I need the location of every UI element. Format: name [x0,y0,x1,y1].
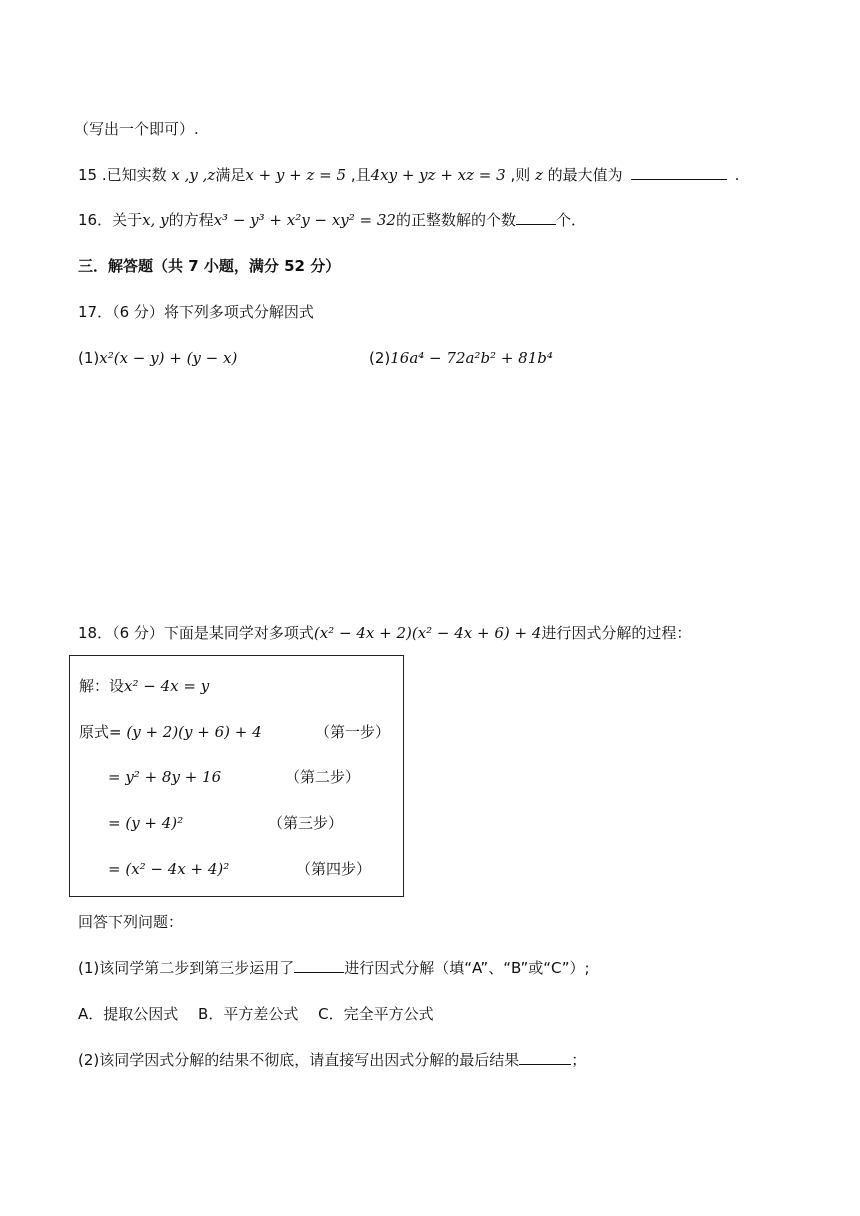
question-18: 18．（6 分）下面是某同学对多项式(x² − 4x + 2)(x² − 4x + 6) + 4进行因式分解的过程： [78,624,692,642]
solution-line-5: = (x² − 4x + 4)² [108,860,230,878]
solution-line-2: 原式= (y + 2)(y + 6) + 4 [79,723,262,741]
answer-blank-18-2[interactable] [519,1050,571,1065]
solution-line-4: = (y + 4)² [108,814,184,832]
answer-blank-15[interactable] [631,165,727,180]
section-heading-3: 三．解答题（共 7 小题，满分 52 分） [78,257,341,275]
question-17-part-1: (1)x²(x − y) + (y − x) [78,349,238,367]
solution-line-1: 解：设x² − 4x = y [79,677,210,695]
solution-step-4-label: （第四步） [296,860,372,878]
solution-line-3: = y² + 8y + 16 [108,768,222,786]
solution-step-3-label: （第三步） [268,814,344,832]
solution-step-1-label: （第一步） [315,723,391,741]
solution-step-2-label: （第二步） [285,768,361,786]
solution-box [69,655,404,897]
answer-intro: 回答下列问题： [78,913,184,931]
note-line: （写出一个即可）. [74,120,199,138]
question-18-part-1: (1)该同学第二步到第三步运用了 进行因式分解（填“A”、“B”或“C”）; [78,959,590,977]
question-17: 17．（6 分）将下列多项式分解因式 [78,303,314,321]
answer-blank-18-1[interactable] [294,958,344,973]
question-18-options: A．提取公因式 B．平方差公式 C．完全平方公式 [78,1005,434,1023]
question-16: 16．关于x, y的方程x³ − y³ + x²y − xy² = 32的正整数解的个数 个． [78,211,586,229]
question-15: 15 .已知实数 x ,y ,z满足x + y + z = 5 ,且4xy + yz + xz = 3 ,则 z 的最大值为 . [78,166,740,184]
question-18-part-2: (2)该同学因式分解的结果不彻底，请直接写出因式分解的最后结果 ； [78,1051,587,1069]
question-17-part-2: (2)16a⁴ − 72a²b² + 81b⁴ [369,349,553,367]
answer-blank-16[interactable] [516,210,556,225]
